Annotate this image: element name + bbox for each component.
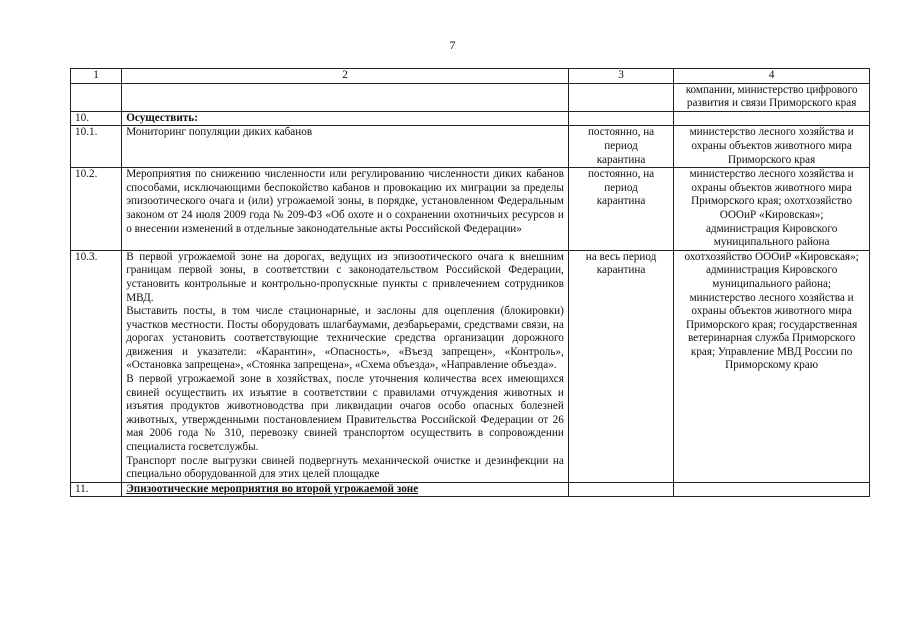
continuation-period-cell [568, 83, 673, 111]
period-cell [568, 250, 673, 482]
table-row-10-3 [71, 250, 870, 482]
table-row-10 [71, 111, 870, 126]
continuation-text-cell [122, 83, 569, 111]
responsible-line: охраны объектов животного мира [691, 181, 852, 194]
responsible-line: компании, министерство цифрового [685, 83, 858, 96]
responsible-line: ОООиР «Кировская»; [719, 208, 824, 221]
period-line: период [604, 181, 638, 194]
responsible-line: муниципального района [713, 236, 830, 249]
measure-paragraph: Мониторинг популяции диких кабанов [126, 126, 313, 139]
responsible-line: охраны объектов животного мира [691, 305, 852, 318]
period-line: карантина [596, 153, 646, 166]
row-number: 10. [71, 111, 122, 126]
responsible-line: министерство лесного хозяйства и [689, 126, 854, 139]
table-row-10-2 [71, 168, 870, 251]
responsible-line: Приморского края; государственная [685, 318, 858, 331]
responsible-cell [674, 482, 870, 497]
table-row-10-1 [71, 126, 870, 168]
measure-text [122, 250, 569, 482]
section-title: Эпизоотические мероприятия во второй угрожаемой зоне [122, 482, 569, 497]
measure-paragraph: Выставить посты, в том числе стационарные, и заслоны для оцепления (блокировки) участков местности. Посты оборудовать шлагбаумами, дезбарьерами, средствами связи, на дорогах установить соответствующие технические средства организации дорожного движения и указатели: «Карантин», «Опасность», «Въезд запрещен», «Контроль», «Остановка запрещена», «Стоянка запрещена», «Схема объезда», «Направление объезда». [126, 305, 564, 372]
row-number: 11. [71, 482, 122, 497]
period-line: период [604, 139, 638, 152]
section-title: Осуществить: [122, 111, 569, 126]
responsible-line: края; Управление МВД России по [690, 345, 853, 358]
period-line: на весь период [585, 250, 657, 263]
continuation-num-cell [71, 83, 122, 111]
period-cell [568, 111, 673, 126]
responsible-line: муниципального района; [712, 277, 832, 290]
period-line: карантина [596, 264, 646, 277]
period-line: постоянно, на [587, 126, 655, 139]
responsible-cell [674, 111, 870, 126]
responsible-cell [674, 126, 870, 168]
table-row-11 [71, 482, 870, 497]
responsible-line: Приморского края [728, 153, 816, 166]
row-number: 10.2. [71, 168, 122, 251]
measure-paragraph: В первой угрожаемой зоне в хозяйствах, после уточнения количества всех имеющихся свиней осуществить их изъятие в соответствии с правилами отчуждения животных и изъятия продуктов животноводства при ликвидации очагов особо опасных болезней животных, утвержденными постановлением Правительства Российской Федерации от 26 мая 2006 года № 310, перевозку свиней транспортом осуществить в сопровождении специалиста госветслужбы. [126, 373, 564, 454]
row-number: 10.3. [71, 250, 122, 482]
responsible-line: министерство лесного хозяйства и [689, 291, 854, 304]
responsible-line: министерство лесного хозяйства и [689, 168, 854, 181]
continuation-responsible-cell [674, 83, 870, 111]
page-number: 7 [449, 38, 456, 52]
period-line: карантина [596, 195, 646, 208]
header-col-2: 2 [122, 69, 569, 84]
row-number: 10.1. [71, 126, 122, 168]
responsible-line: развития и связи Приморского края [686, 97, 857, 110]
responsible-line: охраны объектов животного мира [691, 139, 852, 152]
measure-paragraph: Мероприятия по снижению численности или регулированию численности диких кабанов способами, исключающими беспокойство кабанов и провокацию их миграции за пределы эпизоотического очага и (или) угрожаемой зоны, в порядке, установленном Федеральным законом от 24 июля 2009 года № 209-ФЗ «Об охоте и о сохранении охотничьих ресурсов и о внесении изменений в отдельные законодательные акты Российской Федерации» [126, 168, 564, 235]
period-cell [568, 482, 673, 497]
period-cell [568, 126, 673, 168]
table-header-row [71, 69, 870, 84]
responsible-line: администрация Кировского [705, 264, 838, 277]
header-col-1: 1 [71, 69, 122, 84]
responsible-line: администрация Кировского [705, 222, 838, 235]
responsible-cell [674, 250, 870, 482]
measure-text [122, 168, 569, 251]
responsible-cell [674, 168, 870, 251]
header-col-4: 4 [674, 69, 870, 84]
continuation-row [71, 83, 870, 111]
period-cell [568, 168, 673, 251]
period-line: постоянно, на [587, 168, 655, 181]
responsible-line: охотхозяйство ОООиР «Кировская»; [684, 250, 859, 263]
measure-paragraph: Транспорт после выгрузки свиней подвергнуть механической очистке и дезинфекции на специально оборудованной для этих целей площадке [126, 454, 564, 481]
measures-table [70, 68, 870, 497]
responsible-line: ветеринарная служба Приморского [687, 332, 856, 345]
responsible-line: Приморского края; охотхозяйство [691, 195, 853, 208]
measure-paragraph: В первой угрожаемой зоне на дорогах, ведущих из эпизоотического очага к внешним границам первой зоны, в соответствии с законодательством Российской Федерации, установить контрольные и контрольно-пропускные пункты с привлечением сотрудников МВД. [126, 250, 564, 304]
header-col-3: 3 [568, 69, 673, 84]
responsible-line: Приморскому краю [725, 359, 819, 372]
measure-text [122, 126, 569, 168]
